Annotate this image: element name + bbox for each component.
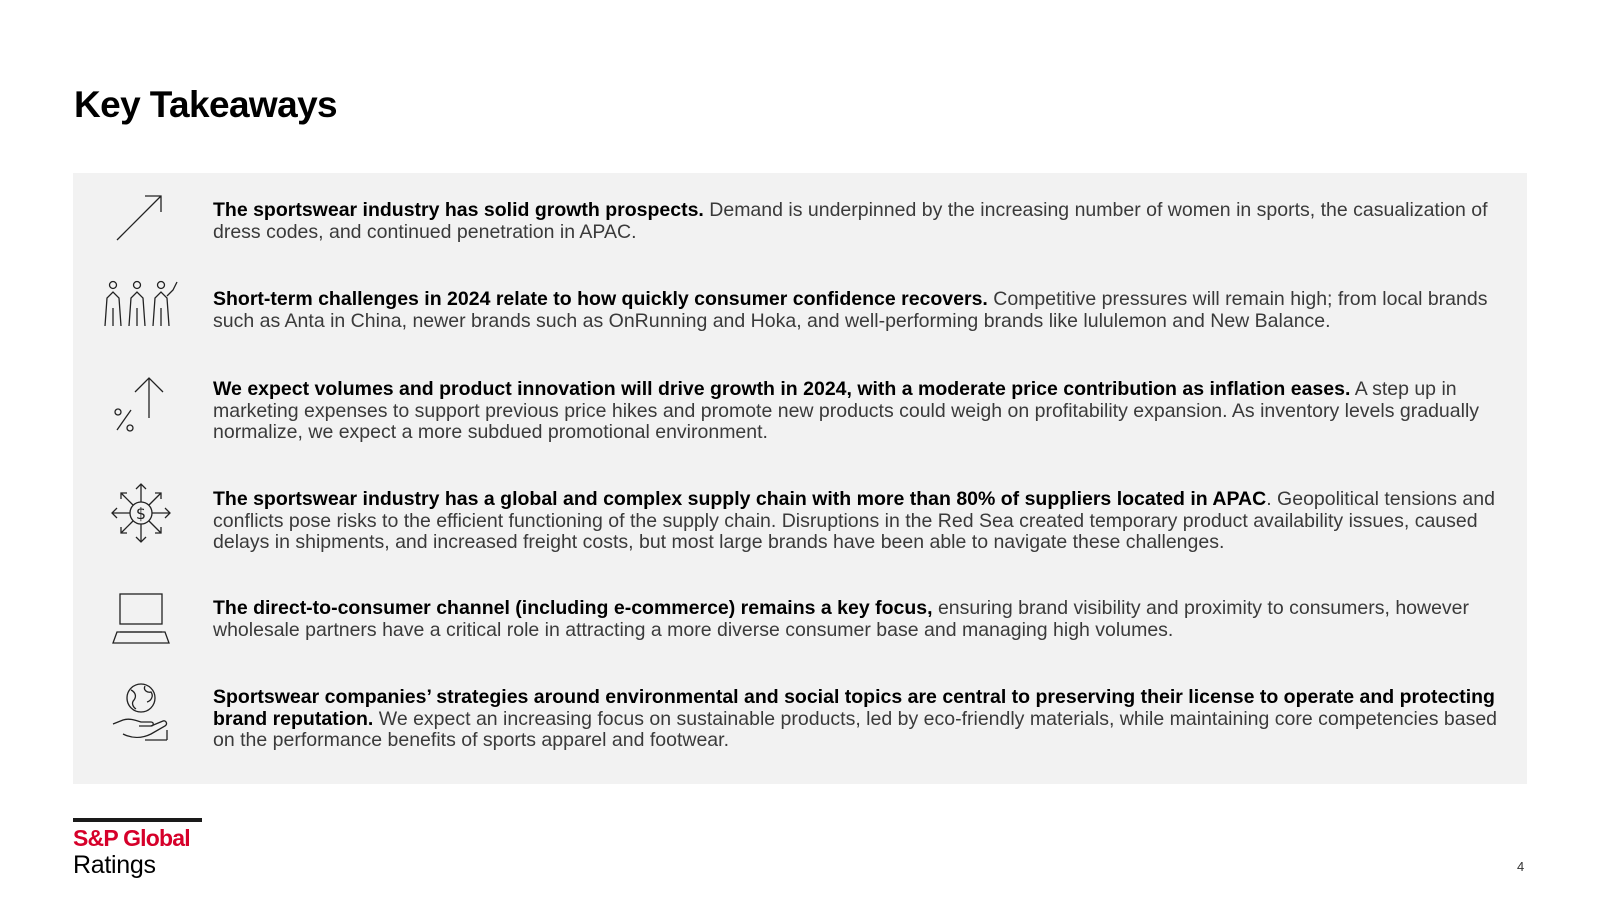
laptop-icon — [101, 586, 181, 656]
takeaway-body: We expect an increasing focus on sustainable products, led by eco-friendly materials, while maintaining core competencies based on the performance benefits of sports apparel and footwear. — [213, 707, 1498, 751]
takeaway-text — [213, 289, 1503, 332]
takeaway-text — [213, 200, 1503, 243]
takeaway-text — [213, 489, 1503, 554]
takeaway-bold: The sportswear industry has a global and complex supply chain with more than 80% of suppliers located in APAC — [213, 488, 1267, 510]
logo-brand: S&P Global — [73, 825, 190, 851]
takeaway-text — [213, 687, 1503, 752]
takeaway-body: A step up in marketing expenses to support previous price hikes and promote new products could weigh on profitability expansion. As inventory levels gradually normalize, we expect a more subdued promotional environment. — [213, 378, 1480, 443]
page-title: Key Takeaways — [74, 84, 338, 125]
growth-arrow-icon — [101, 188, 181, 258]
logo-bar — [73, 818, 202, 822]
takeaway-text — [213, 598, 1503, 641]
takeaway-bold: Short-term challenges in 2024 relate to how quickly consumer confidence recovers. — [213, 288, 988, 310]
takeaway-body: Competitive pressures will remain high; from local brands such as Anta in China, newer brands such as OnRunning and Hoka, and well-performing brands like lululemon and New Balance. — [213, 288, 1488, 332]
sp-global-ratings-logo — [73, 818, 202, 879]
logo-sub: Ratings — [73, 851, 156, 879]
svg-text:$: $ — [135, 504, 147, 523]
takeaways-panel — [73, 173, 1527, 784]
takeaway-bold: The sportswear industry has solid growth prospects. — [213, 199, 704, 221]
percent-up-arrow-icon — [101, 368, 181, 438]
takeaway-body: ensuring brand visibility and proximity to consumers, however wholesale partners have a critical role in attracting a more diverse consumer base and managing high volumes. — [213, 597, 1470, 641]
takeaway-text — [213, 379, 1503, 444]
page-number: 4 — [1517, 859, 1525, 874]
takeaway-body: Demand is underpinned by the increasing number of women in sports, the casualization of dress codes, and continued penetration in APAC. — [213, 199, 1488, 243]
hand-globe-icon — [101, 676, 181, 746]
takeaway-bold: The direct-to-consumer channel (including e-commerce) remains a key focus, — [213, 597, 933, 619]
takeaway-body: . Geopolitical tensions and conflicts pose risks to the efficient functioning of the supply chain. Disruptions in the Red Sea created temporary product availability issues, caused delays in shipments, and increased freight costs, but most large brands have been able to navigate these challenges. — [213, 488, 1495, 553]
takeaway-bold: Sportswear companies’ strategies around environmental and social topics are central to preserving their license to operate and protecting brand reputation. — [213, 686, 1495, 730]
global-supply-chain-icon — [101, 478, 181, 548]
takeaway-bold: We expect volumes and product innovation will drive growth in 2024, with a moderate price contribution as inflation eases. — [213, 378, 1351, 400]
people-chart-icon — [101, 278, 181, 348]
